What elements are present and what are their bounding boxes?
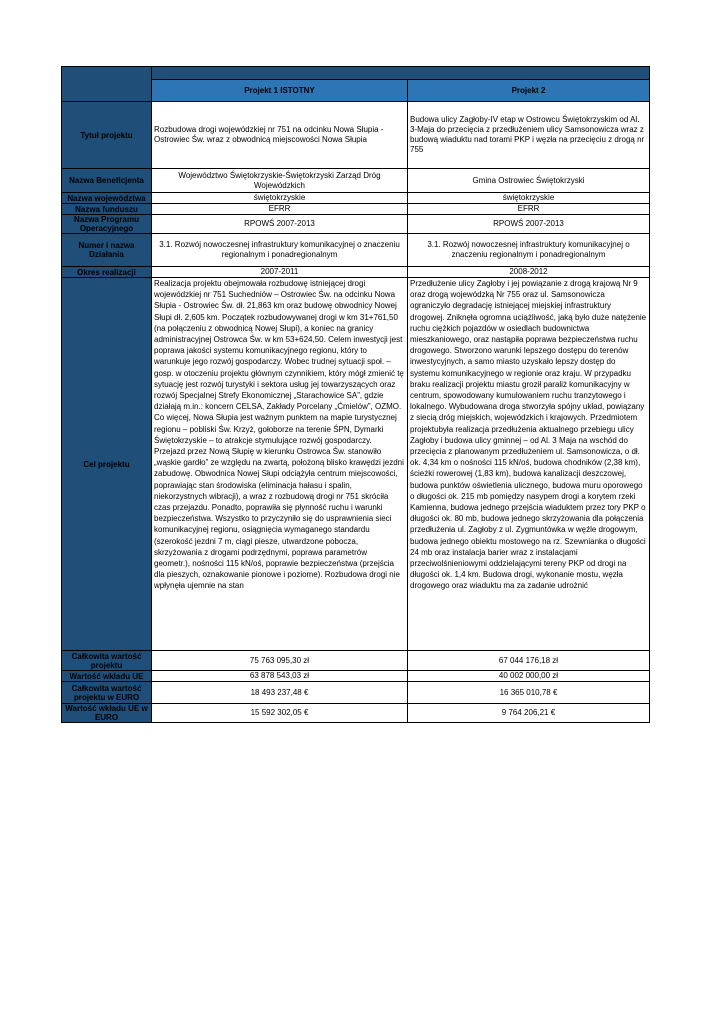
beneficiary-label: Nazwa Beneficjenta (62, 169, 152, 193)
project1-voivodeship: świętokrzyskie (152, 193, 408, 204)
projects-table (61, 66, 650, 723)
project2-eu-contribution: 40 002 000,00 zł (408, 671, 650, 682)
project2-fund: EFRR (408, 204, 650, 215)
project2-goal-cell (408, 278, 650, 651)
action-label: Numer i nazwa Działania (62, 234, 152, 267)
project2-period: 2008-2012 (408, 267, 650, 278)
project1-eu-contribution-eur: 15 592 302,05 € (152, 704, 408, 723)
project2-eu-contribution-eur: 9 764 206,21 € (408, 704, 650, 723)
title-label: Tytuł projektu (62, 102, 152, 169)
project2-voivodeship: świętokrzyskie (408, 193, 650, 204)
project1-total-value-eur: 18 493 237,48 € (152, 682, 408, 704)
project2-title: Budowa ulicy Zagłoby-IV etap w Ostrowcu Świętokrzyskim od Al. 3-Maja do przecięcia z przedłużeniem ulicy Samsonowicza wraz z budową wiaduktu nad torami PKP i węzła na przecięciu z drogą nr 755 (408, 102, 650, 169)
project1-title: Rozbudowa drogi wojewódzkiej nr 751 na odcinku Nowa Słupia - Ostrowiec Św. wraz z obwodnicą miejscowości Nowa Słupia (152, 102, 408, 169)
voivodeship-label: Nazwa województwa (62, 193, 152, 204)
project2-total-value-eur: 16 365 010,78 € (408, 682, 650, 704)
project1-total-value: 75 763 095,30 zł (152, 651, 408, 671)
period-label: Okres realizacji (62, 267, 152, 278)
project1-period: 2007-2011 (152, 267, 408, 278)
project1-fund: EFRR (152, 204, 408, 215)
total-value-eur-label: Całkowita wartość projektu w EURO (62, 682, 152, 704)
project2-goal: Przedłużenie ulicy Zagłoby i jej powiązanie z drogą krajową Nr 9 oraz drogą wojewódzką Nr 755 oraz ul. Samsonowicza ograniczyło degradację istniejącej miejskiej infrastruktury drogowej. Zniknęła ogromna uciążliwość, jaką było duże natężenie ruchu ciężkich pojazdów w osiedlach budownictwa mieszkaniowego, oraz nastąpiła poprawa bezpieczeństwa ruchu drogowego. Stworzono warunki lepszego dostępu do terenów inwestycyjnych, a samo miasto uzyskało lepszy dostęp do systemu komunikacyjnego w regionie oraz kraju. W przypadku braku realizacji projektu miastu groził paraliż komunikacyjny w centrum, spowodowany kumulowaniem ruchu tranzytowego i lokalnego. Wybudowana droga stworzyła spójny układ, powiązany z siecią dróg miejskich, wojewódzkich i krajowych. Przedmiotem projektubyła realizacja przedłużenia aktualnego przebiegu ulicy Zagłoby i budowa ulicy gminnej – od Al. 3 Maja na wschód do przecięcia z planowanym przedłużeniem ul. Samsonowicza, o dł. ok. 4,34 km o nośności 115 kN/oś, budowa chodników (2,38 km), ścieżki rowerowej (1,83 km), budowa kanalizacji deszczowej, budowa punktów oświetlenia ulicznego, budowa muru oporowego o długości ok. 215 mb pomiędzy nasypem drogi a korytem rzeki Kamienna, budowa jednego przejścia wiaduktem przez tory PKP o długości ok. 80 mb, budowa jednego skrzyżowania dla połączenia przedłużenia ul. Zagłoby z ul. Zygmuntówka w węźle drogowym, budowa jednego obiektu mostowego na rz. Szewnianka o długości 24 mb oraz instalacja barier wraz z instalacjami przeciwolśnieniowymi oddzielającymi tereny PKP od drogi na długości ok. 1,4 km. Budowa drogi, wykonanie mostu, węzła drogowego oraz wiaduktu ma za zadanie udrożnić (410, 279, 647, 591)
project1-program: RPOWŚ 2007-2013 (152, 215, 408, 234)
top-band (152, 67, 650, 80)
project1-header: Projekt 1 ISTOTNY (152, 80, 408, 102)
project2-beneficiary: Gmina Ostrowiec Świętokrzyski (408, 169, 650, 193)
eu-contribution-eur-label: Wartość wkładu UE w EURO (62, 704, 152, 723)
project1-goal: Realizacja projektu obejmowała rozbudowę istniejącej drogi wojewódzkiej nr 751 Suchedniów – Ostrowiec Św. na odcinku Nowa Słupia - Ostrowiec Św. dł. 21,863 km oraz budowę obwodnicy Nowej Słupi dł. 2,605 km. Początek rozbudowywanej drogi w km 31+761,50 (na połączeniu z obwodnicą Nowej Słupi), a koniec na granicy administracyjnej Ostrowca Św. w km 53+624,50. Celem inwestycji jest poprawa jakości systemu komunikacyjnego regionu, który to warunkuje jego rozwój gospodarczy. Wobec trudnej sytuacji społ. – gosp. w otoczeniu projektu głównym czynnikiem, który mógł zmienić tę sytuację jest rozwój turystyki i sektora usług jej towarzyszących oraz rozwój Specjalnej Strefy Ekonomicznej „Starachowice SA”, gdzie działają m.in.: koncern CELSA, Zakłady Porcelany „Ćmielów”, OZMO. Co więcej, Nowa Słupia jest ważnym punktem na mapie turystycznej regionu – pobliski Św. Krzyż, gołoborze na terenie ŚPN, Dymarki Świętokrzyskie – to atrakcje stymulujące rozwój gospodarczy. Przejazd przez Nową Słupię w kierunku Ostrowca Św. stanowiło „wąskie gardło” ze względu na zwartą, położoną blisko krawędzi jezdni zabudowę. Obwodnica Nowej Słupi odciążyła centrum miejscowości, poprawiając stan środowiska (eliminacja hałasu i spalin, niekorzystnych wibracji), a wraz z rozbudową drogi nr 751 skróciła czas przejazdu. Ponadto, poprawiła się płynność ruchu i warunki bezpieczeństwa. Wszystko to przyczyniło się do usprawnienia sieci komunikacyjnej regionu, osiągnięcia wymaganego standardu (szerokość jezdni 7 m, ciągi piesze, utwardzone pobocza, skrzyżowania z drogami podrzędnymi, poprawa parametrów geometr.), nośności 115 kN/oś, poprawie bezpieczeństwa (przejścia dla pieszych, oznakowanie pionowe i poziome). Rozbudowa drogi nie wpłynęła ujemnie na stan (154, 279, 404, 591)
goal-label: Cel projektu (62, 278, 152, 651)
project2-program: RPOWŚ 2007-2013 (408, 215, 650, 234)
corner-cell (62, 67, 152, 102)
project1-action: 3.1. Rozwój nowoczesnej infrastruktury komunikacyjnej o znaczeniu regionalnym i ponadregionalnym (152, 234, 408, 267)
eu-contribution-label: Wartość wkładu UE (62, 671, 152, 682)
project2-header: Projekt 2 (408, 80, 650, 102)
fund-label: Nazwa funduszu (62, 204, 152, 215)
total-value-label: Całkowita wartość projektu (62, 651, 152, 671)
project1-goal-cell (152, 278, 408, 651)
project2-action: 3.1. Rozwój nowoczesnej infrastruktury komunikacyjnej o znaczeniu regionalnym i ponadregionalnym (408, 234, 650, 267)
project2-total-value: 67 044 176,18 zł (408, 651, 650, 671)
project1-eu-contribution: 63 878 543,03 zł (152, 671, 408, 682)
project1-beneficiary: Województwo Świętokrzyskie-Świętokrzyski Zarząd Dróg Wojewódzkich (152, 169, 408, 193)
program-label: Nazwa Programu Operacyjnego (62, 215, 152, 234)
